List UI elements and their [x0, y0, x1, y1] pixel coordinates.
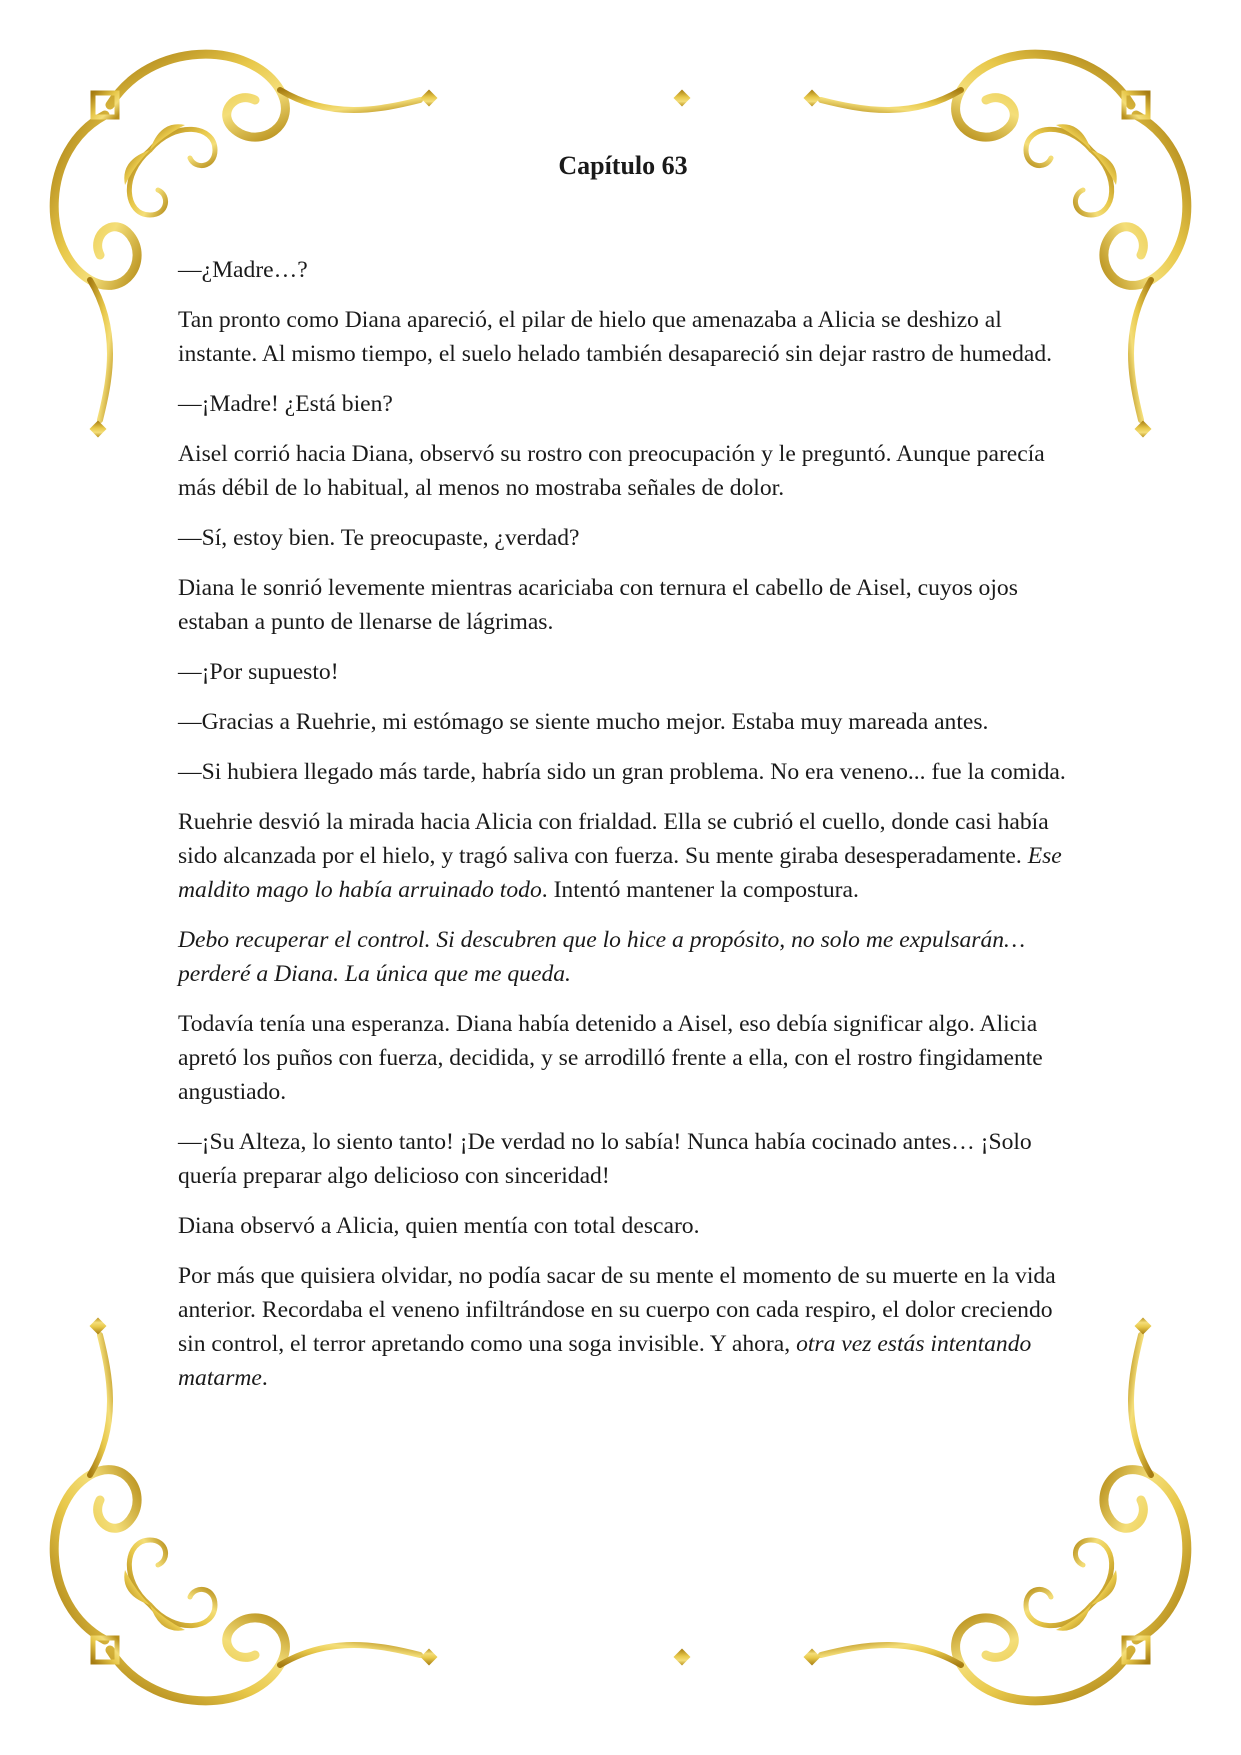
paragraph [178, 1259, 1068, 1395]
paragraph-italic: otra vez estás intentando matarme [178, 1331, 1032, 1392]
paragraph: Todavía tenía una esperanza. Diana había detenido a Aisel, eso debía significar algo. Alicia apretó los puños con fuerza, decidida, y se arrodilló frente a ella, con el rostro fingidamente angustiado. [178, 1011, 1043, 1106]
paragraph: Aisel corrió hacia Diana, observó su rostro con preocupación y le preguntó. Aunque parecía más débil de lo habitual, al menos no mostraba señales de dolor. [178, 441, 1045, 502]
paragraph-italic: Ese maldito mago lo había arruinado todo [178, 843, 1062, 904]
paragraph: —Si hubiera llegado más tarde, habría sido un gran problema. No era veneno... fue la comida. [178, 759, 1066, 786]
paragraph [178, 805, 1068, 907]
chapter-title: Capítulo 63 [558, 151, 688, 180]
paragraph-italic: Debo recuperar el control. Si descubren que lo hice a propósito, no solo me expulsarán… perderé a Diana. La única que me queda. [178, 927, 1026, 988]
paragraph: —¡Madre! ¿Está bien? [178, 391, 393, 418]
paragraph: —Gracias a Ruehrie, mi estómago se siente mucho mejor. Estaba muy mareada antes. [178, 709, 989, 736]
paragraph: —Sí, estoy bien. Te preocupaste, ¿verdad? [178, 525, 580, 552]
paragraph-text: . Intentó mantener la compostura. [541, 877, 859, 904]
chapter-page [178, 140, 1068, 1411]
paragraph: —¡Su Alteza, lo siento tanto! ¡De verdad no lo sabía! Nunca había cocinado antes… ¡Solo quería preparar algo delicioso con sinceridad! [178, 1129, 1032, 1190]
paragraph-text: . [261, 1365, 268, 1392]
paragraph: Tan pronto como Diana apareció, el pilar de hielo que amenazaba a Alicia se deshizo al instante. Al mismo tiempo, el suelo helado también desapareció sin dejar rastro de humedad. [178, 307, 1053, 368]
paragraph-text: Por más que quisiera olvidar, no podía sacar de su mente el momento de su muerte en la vida anterior. Recordaba el veneno infiltrándose en su cuerpo con cada respiro, el dolor creciendo sin control, el terror apretando como una soga invisible. Y ahora, [178, 1263, 1056, 1358]
paragraph-text: Ruehrie desvió la mirada hacia Alicia con frialdad. Ella se cubrió el cuello, donde casi había sido alcanzada por el hielo, y tragó saliva con fuerza. Su mente giraba desesperadamente. [178, 809, 1049, 870]
paragraph [178, 923, 1068, 991]
paragraph: —¿Madre…? [178, 257, 308, 284]
paragraph: Diana le sonrió levemente mientras acariciaba con ternura el cabello de Aisel, cuyos ojos estaban a punto de llenarse de lágrimas. [178, 575, 1018, 636]
paragraph: —¡Por supuesto! [178, 659, 339, 686]
paragraph: Diana observó a Alicia, quien mentía con total descaro. [178, 1213, 700, 1240]
